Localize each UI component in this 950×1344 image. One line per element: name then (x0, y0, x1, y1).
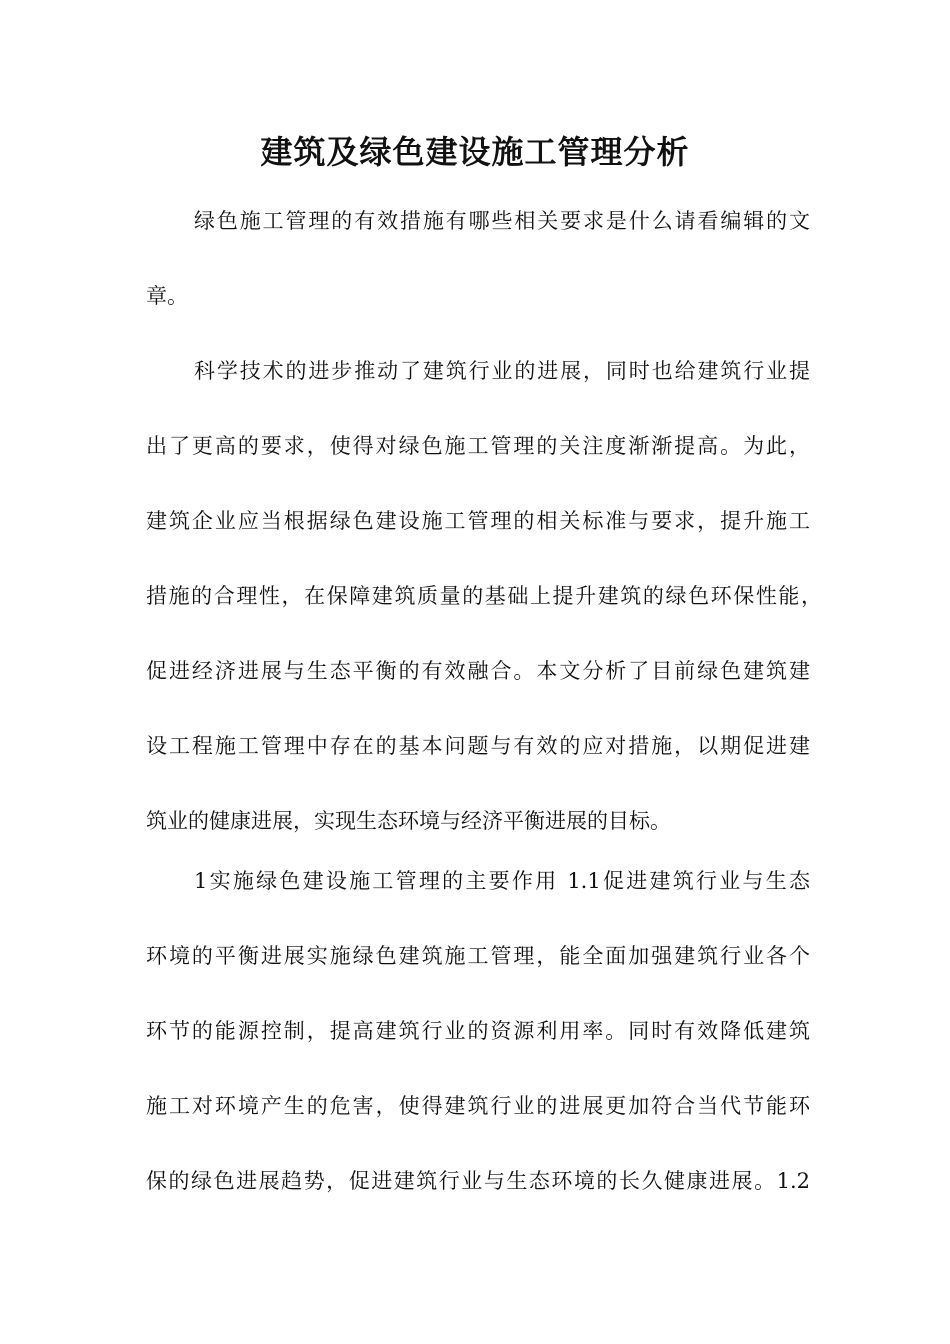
paragraph-line: 促进经济进展与生态平衡的有效融合。本文分析了目前绿色建筑建 (146, 659, 810, 683)
paragraph-line: 环境的平衡进展实施绿色建筑施工管理，能全面加强建筑行业各个 (146, 944, 810, 968)
paragraph-line: 建筑企业应当根据绿色建设施工管理的相关标准与要求，提升施工 (146, 509, 810, 533)
paragraph-line: 保的绿色进展趋势，促进建筑行业与生态环境的长久健康进展。1.2 (146, 1169, 810, 1193)
paragraph-line: 出了更高的要求，使得对绿色施工管理的关注度渐渐提高。为此， (146, 434, 810, 458)
paragraph-line: 科学技术的进步推动了建筑行业的进展，同时也给建筑行业提 (194, 359, 810, 383)
paragraph-line: 1实施绿色建设施工管理的主要作用 1.1促进建筑行业与生态 (194, 869, 810, 893)
paragraph-line: 绿色施工管理的有效措施有哪些相关要求是什么请看编辑的文 (194, 209, 810, 233)
document-title: 建筑及绿色建设施工管理分析 (260, 133, 690, 171)
paragraph-line: 施工对环境产生的危害，使得建筑行业的进展更加符合当代节能环 (146, 1094, 810, 1118)
paragraph-line: 环节的能源控制，提高建筑行业的资源利用率。同时有效降低建筑 (146, 1019, 810, 1043)
paragraph-line: 措施的合理性，在保障建筑质量的基础上提升建筑的绿色环保性能， (146, 584, 822, 608)
paragraph-line: 筑业的健康进展，实现生态环境与经济平衡进展的目标。 (146, 809, 671, 833)
paragraph-line: 设工程施工管理中存在的基本问题与有效的应对措施，以期促进建 (146, 734, 810, 758)
paragraph-line: 章。 (146, 284, 188, 308)
